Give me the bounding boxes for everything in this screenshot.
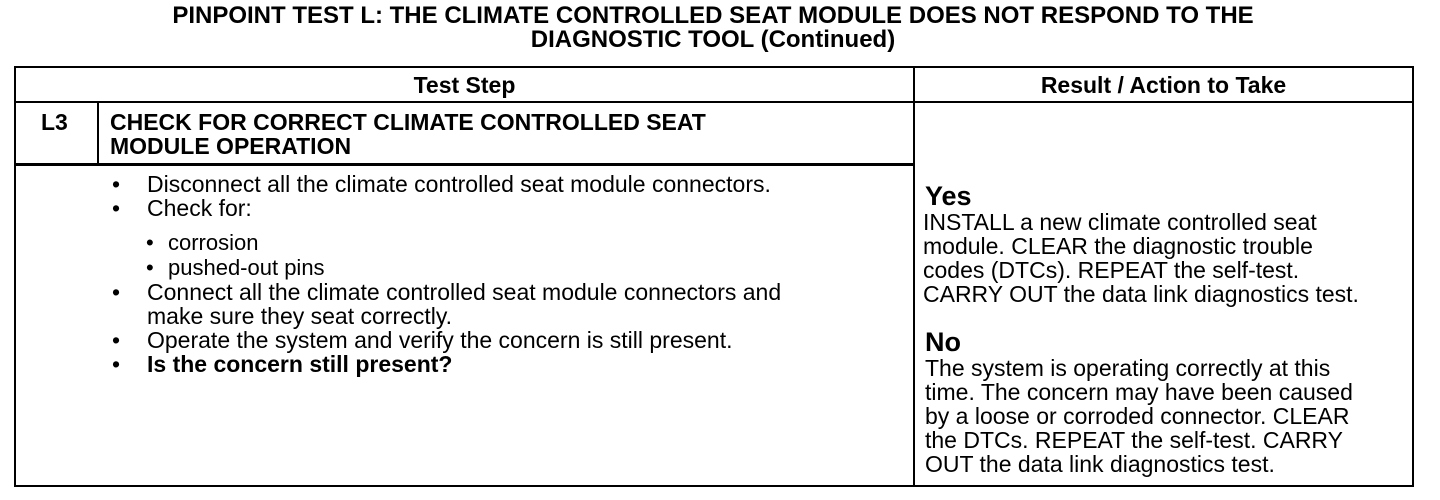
result-yes-line: module. CLEAR the diagnostic trouble xyxy=(923,233,1313,259)
instruction-item xyxy=(112,171,781,197)
result-no-line: time. The concern may have been caused xyxy=(925,379,1353,405)
instruction-item xyxy=(112,195,781,280)
header-divider xyxy=(16,101,1412,103)
result-yes-text xyxy=(923,210,1403,306)
result-yes-line: CARRY OUT the data link diagnostics test. xyxy=(923,281,1359,307)
instruction-question: Is the concern still present? xyxy=(147,351,453,377)
page-title-line-1: PINPOINT TEST L: THE CLIMATE CONTROLLED SEAT MODULE DOES NOT RESPOND TO THE xyxy=(172,2,1254,29)
step-title-line-2: MODULE OPERATION xyxy=(110,133,352,159)
instruction-text: Connect all the climate controlled seat module connectors and xyxy=(147,279,782,305)
instruction-item xyxy=(112,327,781,353)
instruction-text: Disconnect all the climate controlled seat module connectors. xyxy=(147,171,771,197)
result-yes-line: INSTALL a new climate controlled seat xyxy=(923,209,1317,235)
step-title-divider xyxy=(16,163,913,166)
header-result-action: Result / Action to Take xyxy=(1040,72,1287,98)
step-id: L3 xyxy=(41,109,68,135)
result-yes-label: Yes xyxy=(925,181,972,211)
result-no-label: No xyxy=(925,327,961,357)
result-no-line: The system is operating correctly at this xyxy=(925,355,1331,381)
step-id-divider xyxy=(97,103,99,164)
instruction-text: Check for: xyxy=(147,195,252,221)
column-divider xyxy=(913,68,915,485)
step-instructions xyxy=(112,171,782,377)
result-no-line: OUT the data link diagnostics test. xyxy=(925,451,1275,477)
result-no-text xyxy=(925,356,1405,476)
bullet-icon: • xyxy=(112,279,121,305)
pinpoint-test-table xyxy=(14,66,1414,487)
check-for-list xyxy=(146,230,781,280)
instruction-item xyxy=(112,279,782,305)
bullet-icon: • xyxy=(112,195,121,221)
instruction-item xyxy=(112,351,781,377)
page-title xyxy=(0,4,1426,52)
result-no-line: by a loose or corroded connector. CLEAR xyxy=(925,403,1350,429)
page-title-line-2: DIAGNOSTIC TOOL (Continued) xyxy=(530,26,896,53)
check-item: • pushed-out pins xyxy=(146,255,781,280)
bullet-icon: • xyxy=(112,171,121,197)
bullet-icon: • xyxy=(112,351,121,377)
check-item: • corrosion xyxy=(146,230,781,255)
instruction-text: Operate the system and verify the concern is still present. xyxy=(147,327,733,353)
step-title-line-1: CHECK FOR CORRECT CLIMATE CONTROLLED SEAT xyxy=(110,109,706,135)
result-yes-line: codes (DTCs). REPEAT the self-test. xyxy=(923,257,1300,283)
instruction-item-continued xyxy=(147,304,781,328)
step-title xyxy=(110,110,706,158)
bullet-icon: • xyxy=(112,327,121,353)
header-test-step: Test Step xyxy=(413,72,516,98)
instruction-text: make sure they seat correctly. xyxy=(147,303,453,329)
result-no-line: the DTCs. REPEAT the self-test. CARRY xyxy=(925,427,1343,453)
